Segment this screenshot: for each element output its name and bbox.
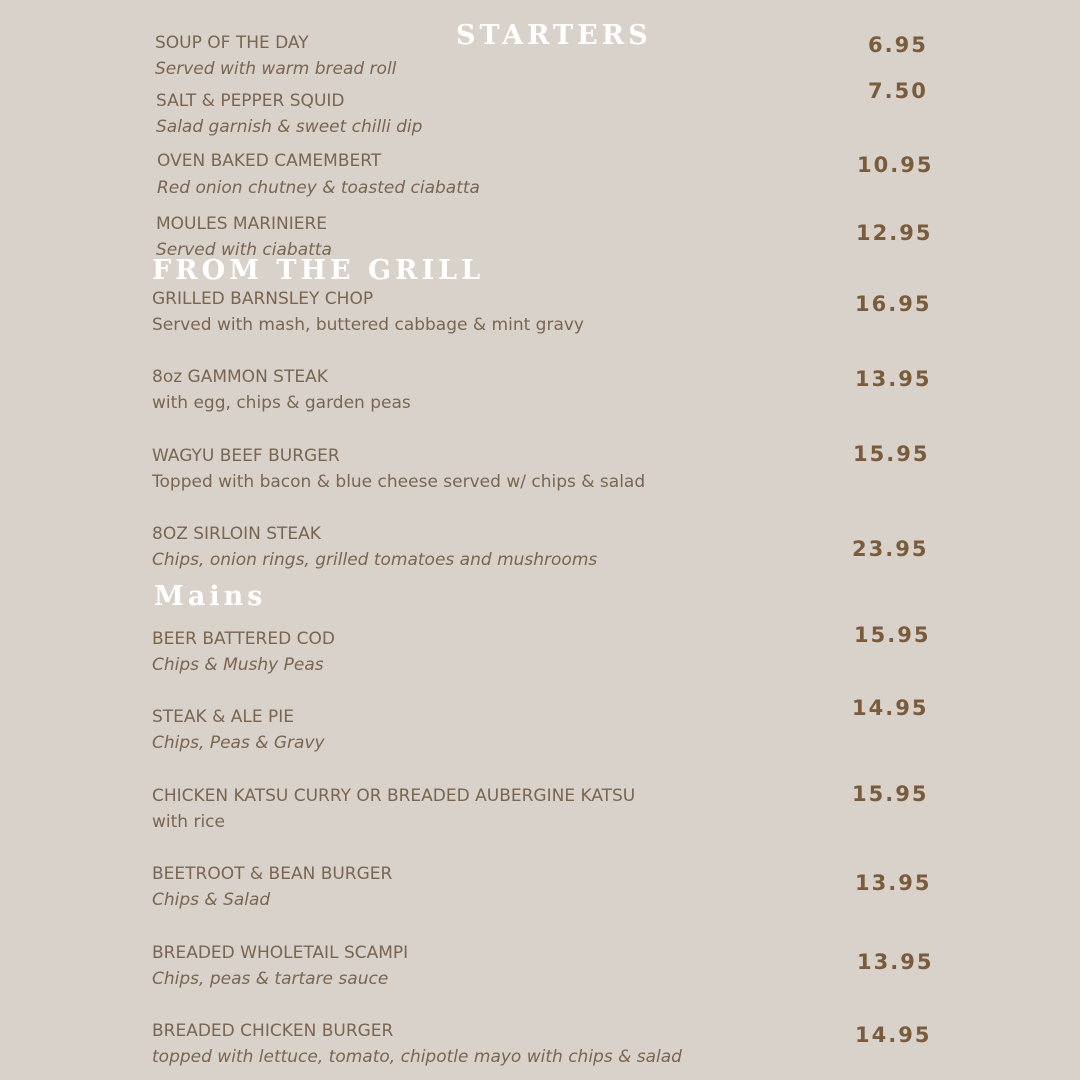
menu-item-name: 8oz GAMMON STEAK: [152, 367, 328, 387]
menu-item-price: 14.95: [855, 1023, 932, 1047]
menu-item-name: BREADED WHOLETAIL SCAMPI: [152, 943, 409, 963]
menu-item-price: 23.95: [852, 537, 929, 561]
menu-item-name: OVEN BAKED CAMEMBERT: [157, 151, 382, 171]
menu-item-price: 14.95: [852, 696, 929, 720]
section-title-from-the-grill: FROM THE GRILL: [152, 255, 485, 286]
menu-item-name: SALT & PEPPER SQUID: [156, 91, 345, 111]
menu-item-description: Served with ciabatta: [156, 240, 332, 260]
menu-item-description: Served with warm bread roll: [155, 59, 397, 79]
menu-item-description: topped with lettuce, tomato, chipotle mayo with chips & salad: [152, 1047, 682, 1067]
menu-item-price: 13.95: [855, 871, 932, 895]
menu-item-name: 8OZ SIRLOIN STEAK: [152, 524, 321, 544]
menu-item-price: 16.95: [855, 292, 932, 316]
menu-item-price: 15.95: [852, 782, 929, 806]
section-title-starters: STARTERS: [456, 20, 652, 51]
menu-item-description: Chips, Peas & Gravy: [152, 733, 325, 753]
menu-item-description: Topped with bacon & blue cheese served w/ chips & salad: [152, 472, 646, 492]
menu-item-name: WAGYU BEEF BURGER: [152, 446, 340, 466]
menu-item-description: Salad garnish & sweet chilli dip: [156, 117, 423, 137]
menu-item-name: CHICKEN KATSU CURRY OR BREADED AUBERGINE KATSU: [152, 786, 636, 806]
menu-item-description: with rice: [152, 812, 225, 832]
menu-item-description: Chips, peas & tartare sauce: [152, 969, 389, 989]
menu-item-price: 13.95: [857, 950, 934, 974]
menu-item-name: GRILLED BARNSLEY CHOP: [152, 289, 374, 309]
menu-item-description: Chips & Salad: [152, 890, 271, 910]
menu-item-name: BEETROOT & BEAN BURGER: [152, 864, 393, 884]
menu-item-name: BREADED CHICKEN BURGER: [152, 1021, 394, 1041]
menu-item-description: Chips & Mushy Peas: [152, 655, 324, 675]
section-title-mains: Mains: [154, 581, 267, 612]
menu-item-price: 15.95: [853, 442, 930, 466]
menu-item-price: 10.95: [857, 153, 934, 177]
menu-item-name: BEER BATTERED COD: [152, 629, 335, 649]
menu-item-price: 7.50: [868, 79, 928, 103]
menu-item-description: with egg, chips & garden peas: [152, 393, 411, 413]
menu-item-name: MOULES MARINIERE: [156, 214, 328, 234]
menu-item-description: Red onion chutney & toasted ciabatta: [157, 178, 480, 198]
menu-item-description: Chips, onion rings, grilled tomatoes and mushrooms: [152, 550, 598, 570]
menu-item-description: Served with mash, buttered cabbage & mint gravy: [152, 315, 584, 335]
menu-item-price: 15.95: [854, 623, 931, 647]
menu-item-price: 12.95: [856, 221, 933, 245]
menu-item-name: STEAK & ALE PIE: [152, 707, 295, 727]
menu-item-price: 6.95: [868, 33, 928, 57]
menu-item-name: SOUP OF THE DAY: [155, 33, 309, 53]
menu-item-price: 13.95: [855, 367, 932, 391]
